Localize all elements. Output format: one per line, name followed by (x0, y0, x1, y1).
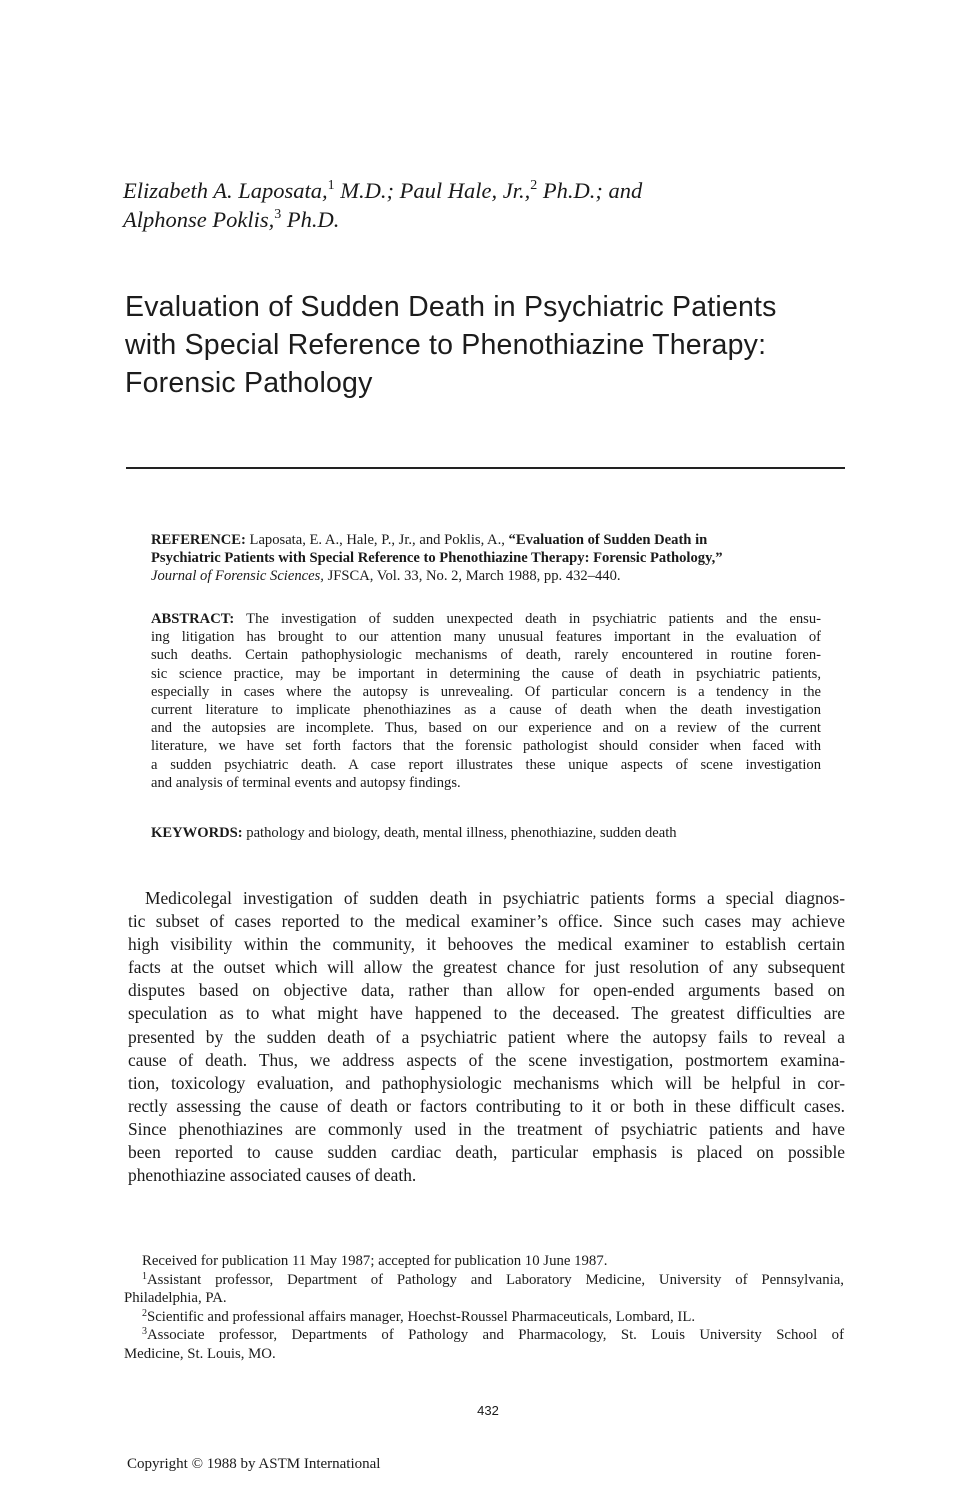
author-1-degree-and-author-2: M.D.; Paul Hale, Jr., (334, 178, 531, 203)
received-note: Received for publication 11 May 1987; accepted for publication 10 June 1987. (142, 1253, 608, 1269)
abstract-line: ing litigation has brought to our attention many unusual features important in the evaluation of (151, 629, 821, 646)
keywords-label: KEYWORDS: (151, 825, 243, 841)
body-line: speculation as to what might have happened to the deceased. The greatest difficulties are (128, 1003, 845, 1024)
author-1-name: Elizabeth A. Laposata, (123, 178, 328, 203)
title-line: Evaluation of Sudden Death in Psychiatric Patients (125, 291, 777, 323)
reference-title-part-1: “Evaluation of Sudden Death in (508, 532, 708, 548)
body-line: high visibility within the community, it behooves the medical examiner to establish certain (128, 934, 845, 955)
body-line: phenothiazine associated causes of death. (128, 1165, 417, 1186)
author-line-1 (123, 176, 883, 205)
footnotes (124, 1252, 844, 1363)
body-line: rectly assessing the cause of death or factors contributing to it or both in these difficult cases. (128, 1095, 845, 1116)
footnote-3 (124, 1326, 844, 1345)
abstract-block (151, 610, 821, 792)
introduction-paragraph (128, 887, 845, 1187)
author-1-affiliation-marker: 1 (327, 178, 335, 193)
footnote-2-text: Scientific and professional affairs manager, Hoechst-Roussel Pharmaceuticals, Lombard, IL. (147, 1308, 696, 1325)
author-3-degree: Ph.D. (281, 207, 340, 232)
title-divider (126, 467, 845, 469)
footnote-1-marker: 1 (142, 1270, 147, 1282)
body-line: cause of death. Thus, we address aspects of the scene investigation, postmortem examina- (128, 1049, 845, 1070)
body-line: Since phenothiazines are commonly used in the treatment of psychiatric patients and have (128, 1118, 845, 1139)
abstract-label: ABSTRACT: (151, 611, 235, 627)
abstract-line: and the autopsies are incomplete. Thus, based on our experience and on a review of the current (151, 720, 821, 737)
body-line: tion, toxicology evaluation, and pathophysiologic mechanisms which will be helpful in cor- (128, 1072, 845, 1093)
abstract-line: a sudden psychiatric death. A case report illustrates these unique aspects of scene investigation (151, 756, 821, 773)
author-3-name: Alphonse Poklis, (123, 207, 275, 232)
footnote-3-continued: Medicine, St. Louis, MO. (124, 1345, 276, 1362)
footnote-3-text: Associate professor, Departments of Pathology and Pharmacology, St. Louis University School of (147, 1327, 844, 1343)
author-3-affiliation-marker: 3 (274, 207, 282, 222)
footnote-2 (124, 1308, 844, 1327)
abstract-line: sic science practice, may be important in determining the cause of death in psychiatric patients, (151, 665, 821, 682)
reference-authors: Laposata, E. A., Hale, P., Jr., and Poklis, A., (245, 532, 509, 548)
reference-line-1 (151, 531, 821, 549)
footnote-2-marker: 2 (142, 1307, 147, 1319)
author-line-2 (123, 205, 883, 234)
reference-title-part-2: Psychiatric Patients with Special Reference to Phenothiazine Therapy: Forensic Pathology,” (151, 550, 723, 567)
footnote-1-text: Assistant professor, Department of Pathology and Laboratory Medicine, University of Pennsylvania, (147, 1271, 844, 1288)
author-2-affiliation-marker: 2 (530, 178, 538, 193)
reference-journal: Journal of Forensic Sciences, (151, 568, 324, 585)
body-line: disputes based on objective data, rather than allow for open-ended arguments based on (128, 980, 845, 1001)
footnote-1 (124, 1271, 844, 1290)
abstract-text: The investigation of sudden unexpected death in psychiatric patients and the ensu- (234, 611, 821, 627)
abstract-line: literature, we have set forth factors that the forensic pathologist should consider when faced with (151, 738, 821, 755)
title-line: with Special Reference to Phenothiazine Therapy: (125, 329, 767, 361)
paper-title (125, 288, 885, 402)
abstract-line: such deaths. Certain pathophysiologic mechanisms of death, rarely encountered in routine foren- (151, 647, 821, 664)
reference-block (151, 531, 821, 586)
body-line: facts at the outset which will allow the greatest chance for just resolution of any subsequent (128, 957, 845, 978)
body-line: been reported to cause sudden cardiac death, particular emphasis is placed on possible (128, 1142, 845, 1163)
body-line: Medicolegal investigation of sudden death in psychiatric patients forms a special diagnos- (145, 888, 845, 908)
abstract-line (151, 610, 821, 628)
copyright-notice: Copyright © 1988 by ASTM International (127, 1456, 381, 1472)
keywords-line (151, 824, 821, 842)
footnote-3-marker: 3 (142, 1326, 147, 1337)
author-list (123, 176, 883, 234)
reference-label: REFERENCE: (151, 532, 246, 548)
abstract-line: current literature to implicate phenothiazines as a cause of death when the death investigation (151, 702, 821, 719)
title-line: Forensic Pathology (125, 367, 373, 399)
body-line: tic subset of cases reported to the medical examiner’s office. Since such cases may achieve (128, 911, 845, 932)
abstract-line: especially in cases where the autopsy is unrevealing. Of particular concern is a tendency in the (151, 683, 821, 700)
reference-line-3 (151, 567, 821, 585)
reference-citation: JFSCA, Vol. 33, No. 2, March 1988, pp. 432–440. (323, 568, 621, 585)
keywords-text: pathology and biology, death, mental illness, phenothiazine, sudden death (242, 825, 677, 841)
page-number: 432 (477, 1403, 499, 1418)
footnote-1-continued: Philadelphia, PA. (124, 1290, 227, 1306)
abstract-line: and analysis of terminal events and autopsy findings. (151, 774, 461, 791)
author-2-degree: Ph.D.; and (537, 178, 643, 203)
keywords-block (151, 824, 821, 842)
body-line: presented by the sudden death of a psychiatric patient where the autopsy fails to reveal a (128, 1026, 845, 1047)
